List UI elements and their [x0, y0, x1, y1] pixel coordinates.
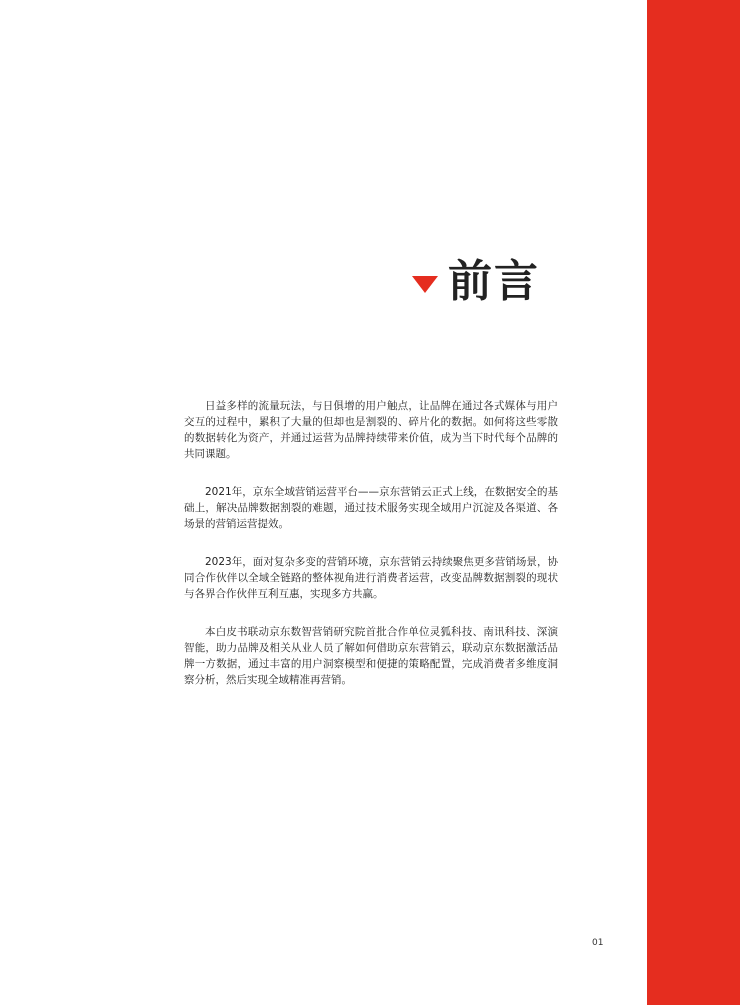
paragraph-3: 2023年，面对复杂多变的营销环境，京东营销云持续聚焦更多营销场景，协同合作伙伴以全域全链路的整体视角进行消费者运营，改变品牌数据割裂的现状与各界合作伙伴互利互惠，实现多方共赢。 — [184, 556, 558, 600]
preface-body — [184, 398, 558, 710]
triangle-down-icon — [412, 276, 438, 293]
paragraph-4: 本白皮书联动京东数智营销研究院首批合作单位灵狐科技、南讯科技、深演智能，助力品牌及相关从业人员了解如何借助京东营销云，联动京东数据激活品牌一方数据，通过丰富的用户洞察模型和便捷的策略配置，完成消费者多维度洞察分析，然后实现全域精准再营销。 — [184, 626, 558, 686]
page-title: 前言 — [448, 256, 540, 307]
paragraph-2: 2021年，京东全域营销运营平台——京东营销云正式上线，在数据安全的基础上，解决品牌数据割裂的难题，通过技术服务实现全域用户沉淀及各渠道、各场景的营销运营提效。 — [184, 486, 558, 530]
section-heading — [412, 252, 612, 312]
paragraph-1: 日益多样的流量玩法，与日俱增的用户触点，让品牌在通过各式媒体与用户交互的过程中，累积了大量的但却也是割裂的、碎片化的数据。如何将这些零散的数据转化为资产，并通过运营为品牌持续带来价值，成为当下时代每个品牌的共同课题。 — [184, 400, 558, 460]
red-side-band — [647, 0, 740, 1005]
page-number: 01 — [592, 938, 604, 948]
